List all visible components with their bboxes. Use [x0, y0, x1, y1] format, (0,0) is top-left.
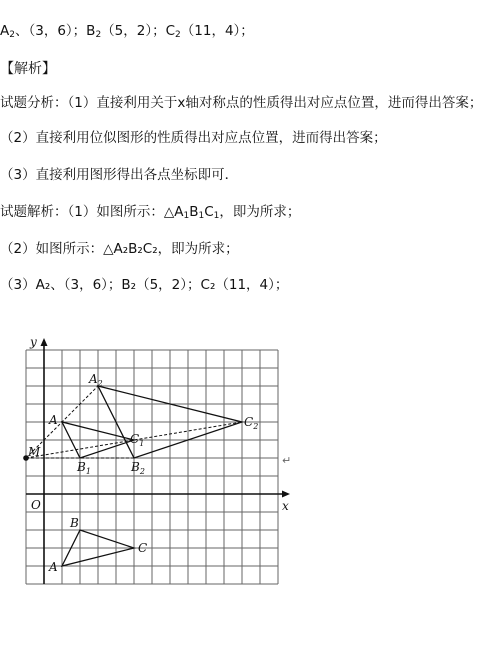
solution-line-2: （2）如图所示：△A₂B₂C₂，即为所求；	[0, 241, 239, 257]
answer-a-sub: 2	[9, 30, 15, 40]
x-axis-arrow-icon	[282, 491, 290, 498]
point-m-label: M	[28, 445, 41, 459]
point-a2-label: $A_2$	[89, 372, 103, 388]
solution-b1-sub: 1	[198, 211, 205, 221]
point-c-label: C	[138, 541, 148, 555]
answer-b-coords: （5，2）；C	[101, 23, 176, 39]
point-c1-label-subscript: 1	[139, 439, 145, 448]
solution-a1-sub: 1	[183, 211, 190, 221]
point-labels	[27, 335, 291, 574]
answer-b-sub: 2	[95, 30, 102, 40]
answer-summary-top	[0, 22, 254, 44]
axes	[26, 338, 290, 584]
point-b2-label: $B_2$	[131, 460, 145, 476]
solution-b-letter: B	[189, 204, 199, 220]
x-axis-label: x	[282, 499, 289, 513]
point-a-label: A	[49, 560, 58, 574]
point-c2-label: $C_2$	[244, 415, 259, 431]
coordinate-grid-figure	[20, 314, 300, 614]
answer-c-sub: 2	[175, 30, 181, 40]
analysis-line-3: （3）直接利用图形得出各点坐标即可．	[0, 167, 239, 183]
origin-label: O	[31, 498, 41, 512]
point-b1-label-subscript: 1	[85, 467, 91, 476]
solution-c1-sub: 1	[213, 211, 220, 221]
answer-a-coords: 、（3，6）；B	[14, 23, 96, 39]
point-c2-label-subscript: 2	[253, 422, 259, 431]
point-c1-label: $C_1$	[130, 432, 145, 448]
answer-a-letter: A	[0, 23, 10, 39]
enter-mark-icon: ↵	[282, 454, 292, 467]
solution-line-1	[0, 203, 300, 225]
y-axis-label: y	[30, 335, 37, 349]
solution-line-3: （3）A₂、（3，6）；B₂（5，2）；C₂（11，4）；	[0, 277, 289, 293]
section-heading: 【解析】	[0, 61, 56, 77]
point-a1-label: A	[49, 413, 58, 427]
y-axis-arrow-icon	[41, 338, 48, 346]
point-b-label: B	[70, 516, 79, 530]
analysis-line-1: 试题分析：（1）直接利用关于x轴对称点的性质得出对应点位置，进而得出答案；	[0, 95, 483, 111]
point-b1-label: $B_1$	[77, 460, 91, 476]
solution-line-1-tail: ，即为所求；	[219, 204, 301, 220]
answer-c-coords: （11，4）；	[180, 23, 254, 39]
solution-line-1-text: 试题解析：（1）如图所示：△A	[0, 204, 184, 220]
point-a2-label-subscript: 2	[97, 379, 103, 388]
point-b2-label-subscript: 2	[139, 467, 145, 476]
solution-c-letter: C	[204, 204, 214, 220]
analysis-line-2: （2）直接利用位似图形的性质得出对应点位置，进而得出答案；	[0, 130, 387, 146]
grid-lines	[26, 350, 278, 584]
